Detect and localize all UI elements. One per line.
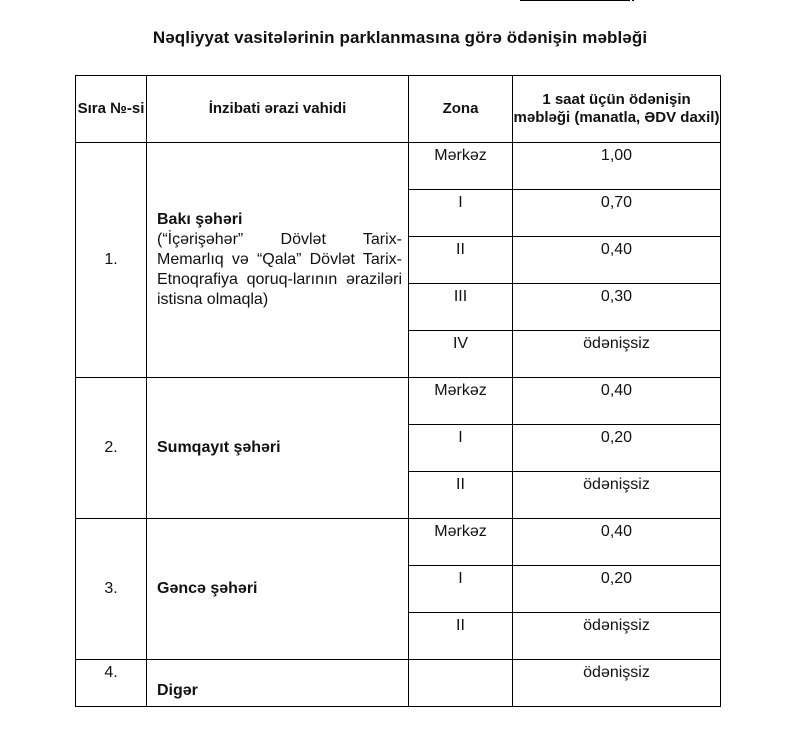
header-area: İnzibati ərazi vahidi: [147, 76, 409, 143]
amount-cell: 1,00: [513, 143, 721, 190]
header-zone: Zona: [409, 76, 513, 143]
zone-cell: [409, 660, 513, 707]
area-note: (“İçərişəhər” Dövlət Tarix-Memarlıq və “Qala” Dövlət Tarix-Etnoqrafiya qoruq-larının əraziləri istisna olmaqla): [157, 231, 402, 308]
zone-cell: I: [409, 425, 513, 472]
top-edge-line: [520, 0, 630, 1]
amount-cell: ödənişsiz: [513, 613, 721, 660]
amount-cell: 0,40: [513, 519, 721, 566]
top-edge-mark: [632, 0, 634, 1]
area-cell: [147, 519, 409, 660]
area-cell: [147, 378, 409, 519]
zone-cell: II: [409, 472, 513, 519]
zone-cell: II: [409, 237, 513, 284]
table-row: [76, 378, 721, 425]
page-title: Nəqliyyat vasitələrinin parklanmasına görə ödənişin məbləği: [152, 28, 648, 47]
header-amount: 1 saat üçün ödənişin məbləği (manatla, ƏDV daxil): [513, 76, 721, 143]
amount-cell: 0,20: [513, 566, 721, 613]
zone-cell: III: [409, 284, 513, 331]
table-header-row: [76, 76, 721, 143]
table-row: [76, 660, 721, 707]
parking-fee-table: [75, 75, 721, 707]
row-number: 4.: [76, 660, 147, 707]
amount-cell: 0,20: [513, 425, 721, 472]
table-row: [76, 143, 721, 190]
header-sira: Sıra №-si: [76, 76, 147, 143]
zone-cell: IV: [409, 331, 513, 378]
row-number: 3.: [76, 519, 147, 660]
area-name: Sumqayıt şəhəri: [157, 439, 281, 456]
amount-cell: 0,30: [513, 284, 721, 331]
zone-cell: Mərkəz: [409, 143, 513, 190]
row-number: 1.: [76, 143, 147, 378]
table-row: [76, 519, 721, 566]
area-cell: [147, 143, 409, 378]
amount-cell: 0,40: [513, 237, 721, 284]
amount-cell: ödənişsiz: [513, 472, 721, 519]
amount-cell: 0,70: [513, 190, 721, 237]
amount-cell: ödənişsiz: [513, 660, 721, 707]
amount-cell: ödənişsiz: [513, 331, 721, 378]
area-name: Digər: [157, 682, 198, 699]
zone-cell: Mərkəz: [409, 378, 513, 425]
row-number: 2.: [76, 378, 147, 519]
area-cell: [147, 660, 409, 707]
zone-cell: I: [409, 566, 513, 613]
zone-cell: I: [409, 190, 513, 237]
zone-cell: II: [409, 613, 513, 660]
zone-cell: Mərkəz: [409, 519, 513, 566]
area-name: Bakı şəhəri: [157, 211, 243, 228]
amount-cell: 0,40: [513, 378, 721, 425]
area-name: Gəncə şəhəri: [157, 580, 258, 597]
